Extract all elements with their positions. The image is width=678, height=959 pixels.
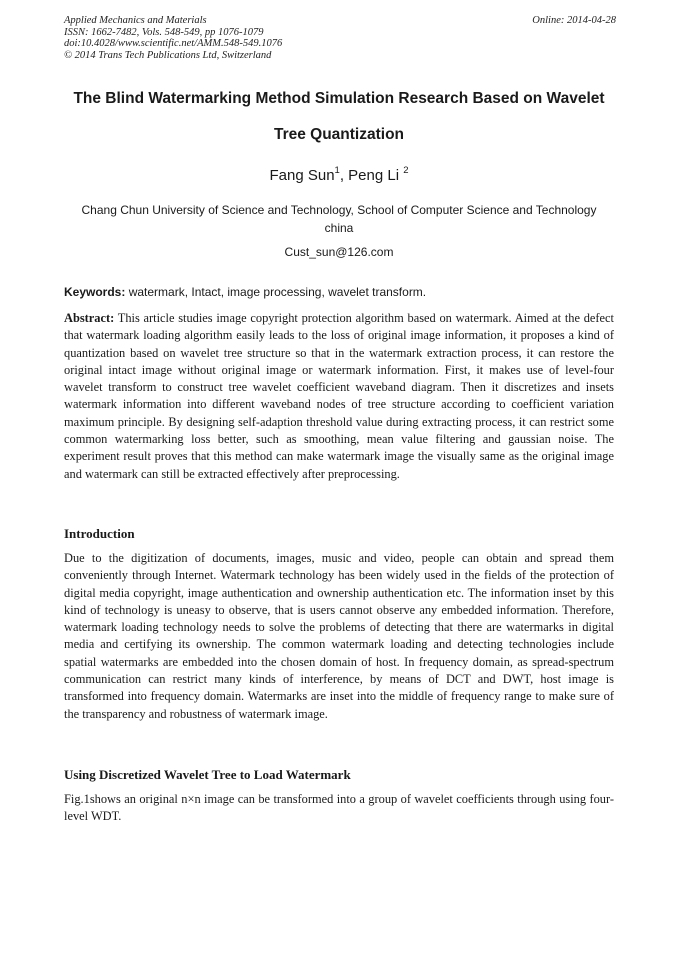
- affiliation-line-1: Chang Chun University of Science and Technology, School of Computer Science and Technology: [81, 203, 597, 217]
- affiliation-line-2: china: [324, 221, 354, 235]
- journal-name: Applied Mechanics and Materials: [64, 15, 207, 26]
- paper-title-line-1: The Blind Watermarking Method Simulation Research Based on Wavelet: [73, 90, 605, 107]
- introduction-heading: Introduction: [64, 526, 135, 541]
- author-email: Cust_sun@126.com: [284, 245, 394, 259]
- author-separator: ,: [339, 167, 349, 184]
- abstract-label: Abstract:: [64, 311, 115, 325]
- journal-copyright: © 2014 Trans Tech Publications Ltd, Switzerland: [64, 49, 272, 61]
- abstract-text: This article studies image copyright protection algorithm based on watermark. Aimed at the defect that watermark loading algorithm easily leads to the loss of original image information, it proposes a kind of quantization based on wavelet tree structure so that in the watermark extraction process, it can restore the original intact image without original image or watermark information. First, it makes use of level-four wavelet transform to construct tree wavelet coefficient waveband diagram. Then it discretizes and insets watermark information into different waveband nodes of tree structure according to coefficient variation maximum principle. By designing self-adaption threshold value during extracting process, it can restrict some common watermarking loss better, such as smoothing, mean value filtering and gaussian noise. The experiment result proves that this method can make watermark image the visually same as the original image and watermark can still be extracted effectively after preprocessing.: [64, 311, 614, 481]
- journal-issn: ISSN: 1662-7482, Vols. 548-549, pp 1076-1079: [64, 26, 264, 38]
- section-heading-wavelet-tree: Using Discretized Wavelet Tree to Load Watermark: [64, 767, 351, 782]
- keywords-text: watermark, Intact, image processing, wavelet transform.: [125, 285, 427, 299]
- author-list: [0, 166, 678, 184]
- author-1-affiliation-mark: 1: [334, 165, 340, 176]
- introduction-text: Due to the digitization of documents, images, music and video, people can obtain and spread them conveniently through Internet. Watermark technology has been widely used in the fields of the protection of digital media copyright, image authentication and ownership authentication etc. The information inset by this kind of technology is uneasy to observe, that is users cannot observe any embedded information. Therefore, watermark loading technology needs to solve the problems of detecting that there are watermarks in digital media and certifying its ownership. The common watermark loading and detecting technologies include spatial watermarks are embedded into the chosen domain of host. In frequency domain, as spread-spectrum communication can restrict many kinds of interference, by means of DCT and DWT, host image is transformed into frequency domain. Watermarks are inset into the middle of frequency range to make sure of the transparency and robustness of watermark image.: [64, 551, 614, 721]
- journal-header: [64, 15, 616, 61]
- author-1: Fang Sun: [269, 167, 335, 184]
- author-2-affiliation-mark: 2: [403, 165, 409, 176]
- keywords-label: Keywords:: [64, 285, 126, 299]
- section-text-wavelet-tree: Fig.1shows an original n×n image can be transformed into a group of wavelet coefficients through using four-level WDT.: [64, 792, 614, 824]
- online-date: Online: 2014-04-28: [532, 15, 616, 26]
- abstract: [64, 310, 614, 483]
- keywords: [64, 285, 624, 299]
- paper-title-line-2: Tree Quantization: [273, 126, 405, 143]
- journal-doi: doi:10.4028/www.scientific.net/AMM.548-549.1076: [64, 38, 283, 49]
- author-2: Peng Li: [348, 167, 404, 184]
